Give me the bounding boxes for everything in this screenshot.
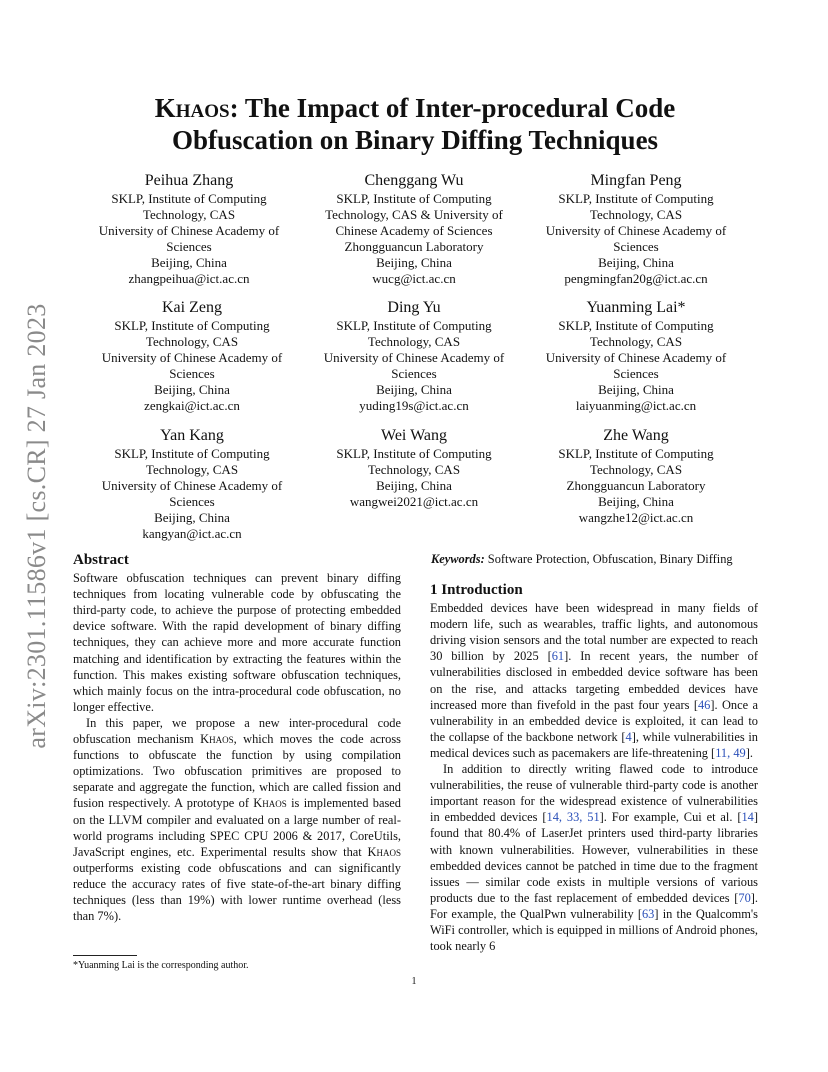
author-block <box>304 425 524 510</box>
affiliation-line: SKLP, Institute of Computing <box>336 446 492 461</box>
author-email: zengkai@ict.ac.cn <box>144 398 240 413</box>
affiliation-line: Technology, CAS <box>589 207 683 222</box>
author-name: Zhe Wang <box>603 427 669 444</box>
author-email: zhangpeihua@ict.ac.cn <box>128 271 250 286</box>
author-name: Kai Zeng <box>162 299 222 316</box>
affiliation-line: SKLP, Institute of Computing <box>114 318 270 333</box>
affiliation-line: Technology, CAS & University of <box>325 207 503 222</box>
author-name: Mingfan Peng <box>590 172 682 189</box>
affiliation-line: University of Chinese Academy of <box>545 350 727 365</box>
affiliation-line: Technology, CAS <box>145 334 239 349</box>
affiliation-line: Zhongguancun Laboratory <box>344 239 484 254</box>
system-name: Khaos <box>367 844 401 859</box>
author-name: Ding Yu <box>387 299 441 316</box>
author-name: Yan Kang <box>160 427 224 444</box>
affiliation-line: Technology, CAS <box>367 462 461 477</box>
affiliation-line: Beijing, China <box>376 382 452 397</box>
author-block <box>304 170 524 287</box>
author-block <box>79 170 299 287</box>
author-name: Peihua Zhang <box>144 172 234 189</box>
affiliation-line: Beijing, China <box>598 494 674 509</box>
author-name: Yuanming Lai* <box>586 299 686 316</box>
author-email: wangzhe12@ict.ac.cn <box>578 510 694 525</box>
affiliation-line: SKLP, Institute of Computing <box>111 191 267 206</box>
author-email: laiyuanming@ict.ac.cn <box>575 398 697 413</box>
citation-link[interactable]: 4 <box>625 729 632 744</box>
author-name: Chenggang Wu <box>364 172 464 189</box>
citation-link[interactable]: 14 <box>741 810 754 825</box>
affiliation-line: University of Chinese Academy of <box>323 350 505 365</box>
affiliation-line: Technology, CAS <box>589 334 683 349</box>
affiliation-line: SKLP, Institute of Computing <box>558 191 714 206</box>
footnote: *Yuanming Lai is the corresponding author. <box>73 960 249 971</box>
abstract-paragraph: In this paper, we propose a new inter-procedural code obfuscation mechanism Khaos, which moves the code across functions to obfuscate the function by using compilation optimizations. Two obfuscation primitives are proposed to separate and aggregate the function, which are called fission and fusion respectively. A prototype of Khaos is implemented based on the LLVM compiler and evaluated on a large number of real-world programs including SPEC CPU 2006 & 2017, CoreUtils, JavaScript engines, etc. Experimental results show that Khaos outperforms existing code obfuscations and can significantly reduce the accuracy rates of five state-of-the-art binary diffing techniques (less than 19%) with lower runtime overhead (less than 7%). <box>73 715 401 924</box>
author-email: yuding19s@ict.ac.cn <box>359 398 469 413</box>
affiliation-line: Zhongguancun Laboratory <box>566 478 706 493</box>
affiliation-line: SKLP, Institute of Computing <box>114 446 270 461</box>
affiliation-line: Technology, CAS <box>142 207 236 222</box>
affiliation-line: Technology, CAS <box>367 334 461 349</box>
author-block <box>526 425 746 526</box>
affiliation-line: Technology, CAS <box>145 462 239 477</box>
citation-link[interactable]: 14, 33, 51 <box>546 810 600 825</box>
page-number: 1 <box>411 976 417 987</box>
author-block <box>526 170 746 287</box>
keywords-label: Keywords: <box>431 552 485 566</box>
affiliation-line: Beijing, China <box>598 382 674 397</box>
affiliation-line: Sciences <box>166 239 212 254</box>
author-email: pengmingfan20g@ict.ac.cn <box>564 271 708 286</box>
citation-link[interactable]: 61 <box>551 649 565 664</box>
keywords-line <box>431 552 733 567</box>
author-name: Wei Wang <box>381 427 447 444</box>
footnote-divider <box>73 955 137 956</box>
author-email: wangwei2021@ict.ac.cn <box>349 494 479 509</box>
abstract-section <box>73 552 401 924</box>
affiliation-line: University of Chinese Academy of <box>101 478 283 493</box>
affiliation-line: Sciences <box>169 494 215 509</box>
affiliation-line: University of Chinese Academy of <box>101 350 283 365</box>
citation-link[interactable]: 46 <box>697 697 711 712</box>
author-email: kangyan@ict.ac.cn <box>142 526 242 541</box>
system-name: Khaos <box>253 796 287 811</box>
abstract-paragraph: Software obfuscation techniques can prevent binary diffing techniques from locating vulnerable code by obfuscating the third-party code, to achieve the purpose of protecting embedded device software. With the rapid development of binary diffing techniques, they can achieve more and more accurate function matching and identification by extracting the features within the function. This makes existing software obfuscation techniques, which mainly focus on the intra-procedural code obfuscation, no longer effective. <box>73 571 401 714</box>
affiliation-line: Beijing, China <box>154 382 230 397</box>
affiliation-line: Beijing, China <box>151 255 227 270</box>
affiliation-line: Beijing, China <box>598 255 674 270</box>
affiliation-line: Sciences <box>613 366 659 381</box>
affiliation-line: Technology, CAS <box>589 462 683 477</box>
affiliation-line: Beijing, China <box>376 478 452 493</box>
affiliation-line: Sciences <box>391 366 437 381</box>
arxiv-identifier: arXiv:2301.11586v1 [cs.CR] 27 Jan 2023 <box>22 303 51 749</box>
citation-link[interactable]: 11, 49 <box>715 745 746 760</box>
title-line1: : The Impact of Inter-procedural Code <box>229 93 676 123</box>
author-block <box>82 425 302 542</box>
section-heading: 1 Introduction <box>430 582 523 598</box>
citation-link[interactable]: 63 <box>641 906 655 921</box>
affiliation-line: SKLP, Institute of Computing <box>336 318 492 333</box>
author-block <box>304 297 524 414</box>
author-email: wucg@ict.ac.cn <box>372 271 456 286</box>
affiliation-line: Chinese Academy of Sciences <box>335 223 493 238</box>
keywords-text: Software Protection, Obfuscation, Binary Diffing <box>484 552 733 566</box>
affiliation-line: Beijing, China <box>154 510 230 525</box>
citation-link[interactable]: 70 <box>738 890 751 905</box>
affiliation-line: Sciences <box>169 366 215 381</box>
author-block <box>526 297 746 414</box>
affiliation-line: SKLP, Institute of Computing <box>558 318 714 333</box>
author-block <box>82 297 302 414</box>
affiliation-line: University of Chinese Academy of <box>545 223 727 238</box>
body-paragraph: In addition to directly writing flawed code to introduce vulnerabilities, the reuse of vulnerable third-party code is another important reason for the widespread existence of vulnerabilities in embedded devices [14, 33, 51]. For example, Cui et al. [14] found that 80.4% of LaserJet printers used third-party libraries with known vulnerabilities. However, vulnerabilities in these embedded devices cannot be patched in time due to the fragment issues — similar code exists in multiple versions of various products due to the fast replacement of embedded devices [70]. For example, the QualPwn vulnerability [63] in the Qualcomm's WiFi controller, which is equipped in millions of Android phones, took nearly 6 <box>430 762 758 954</box>
affiliation-line: SKLP, Institute of Computing <box>558 446 714 461</box>
body-paragraph: Embedded devices have been widespread in many fields of modern life, such as wearables, traffic lights, and autonomous driving vision sensors and the total number are expected to reach 30 billion by 2025 [61]. In recent years, the number of vulnerabilities disclosed in embedded device software has been on the rise, and attacks targeting embedded devices have increased more than fivefold in the past four years [46]. Once a vulnerability in an embedded device is exploited, it can lead to the collapse of the backbone network [4], while vulnerabilities in medical devices such as pacemakers are life-threatening [11, 49]. <box>430 601 758 760</box>
affiliation-line: Sciences <box>613 239 659 254</box>
paper-title <box>75 92 755 156</box>
title-line2: Obfuscation on Binary Diffing Techniques <box>171 125 659 155</box>
title-system-name: Khaos <box>154 93 230 123</box>
affiliation-line: University of Chinese Academy of <box>98 223 280 238</box>
affiliation-line: SKLP, Institute of Computing <box>336 191 492 206</box>
abstract-heading: Abstract <box>73 552 129 568</box>
system-name: Khaos <box>200 732 234 747</box>
affiliation-line: Beijing, China <box>376 255 452 270</box>
introduction-section <box>430 582 758 954</box>
